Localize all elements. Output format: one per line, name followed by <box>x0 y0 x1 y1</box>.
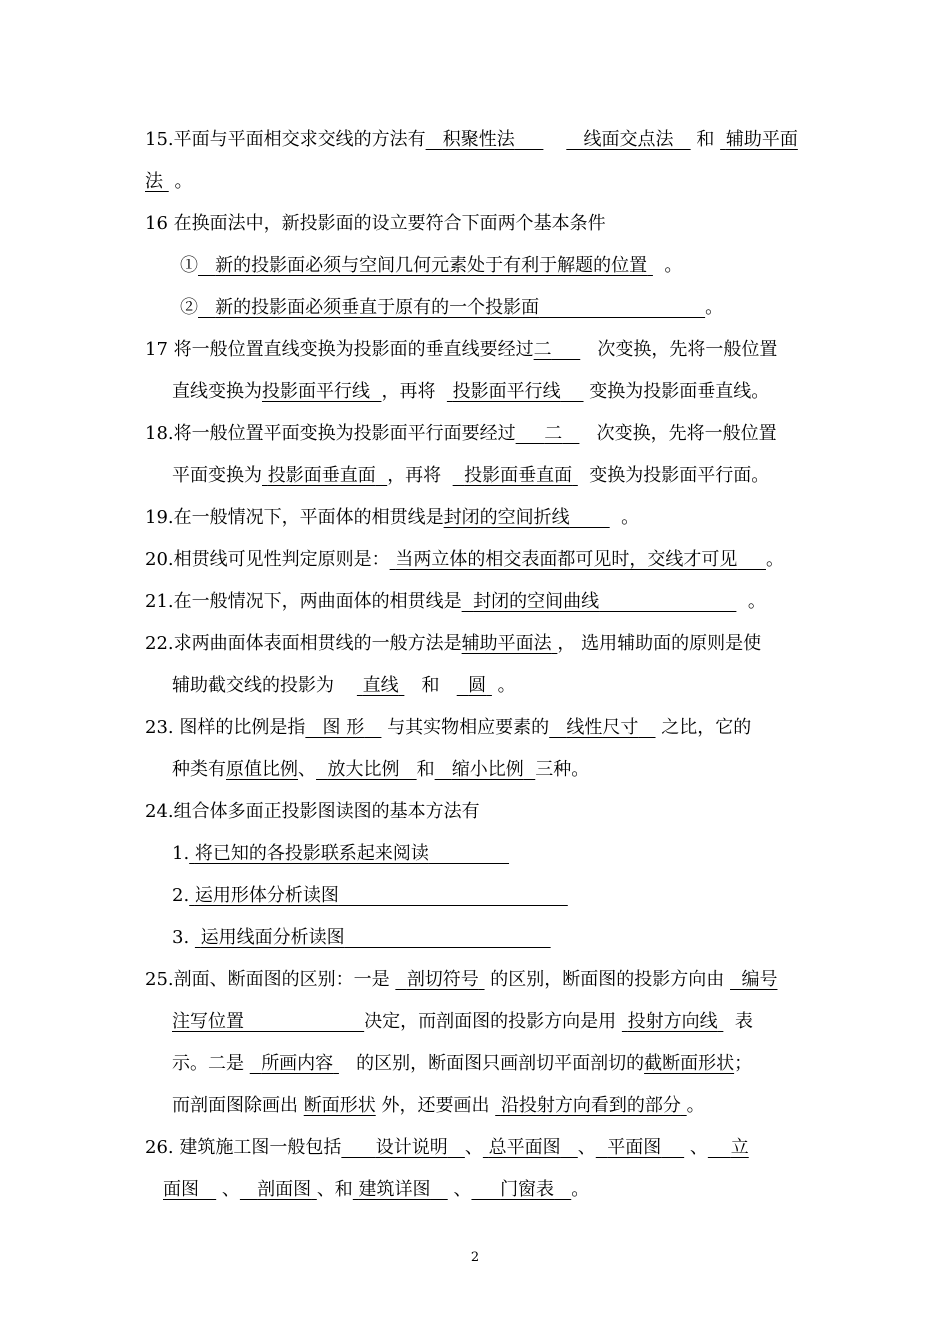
q22-line2: 辅助截交线的投影为 直线 和 圆 。 <box>172 675 516 696</box>
q26-line1: 26. 建筑施工图一般包括 设计说明 、 总平面图 、 平面图 、 立 <box>145 1137 749 1158</box>
q25-answer-6: 截断面形状 <box>644 1053 735 1074</box>
q24-answer-3: 运用线面分析读图 <box>200 927 345 948</box>
q25-line1: 25.剖面、断面图的区别：一是 剖切符号 的区别，断面图的投影方向由 编号 <box>145 969 778 990</box>
q15-answer-3: 辅助平面 <box>725 129 798 150</box>
q22-answer-3: 圆 <box>468 675 487 696</box>
q22-line1: 22.求两曲面体表面相贯线的一般方法是辅助平面法 ， 选用辅助面的原则是使 <box>145 633 762 654</box>
q20-line: 20.相贯线可见性判定原则是： 当两立体的相交表面都可见时，交线才可见 。 <box>145 549 784 570</box>
q26-line2: 面图 、 剖面图 、和 建筑详图 、 门窗表 。 <box>163 1179 590 1200</box>
q16-item2: ② 新的投影面必须垂直于原有的一个投影面 。 <box>180 297 724 318</box>
q23-answer-1: 图 形 <box>322 717 365 738</box>
q25-answer-5: 所画内容 <box>261 1053 334 1074</box>
q18-answer-1: 二 <box>544 423 563 444</box>
q16-answer-2: 新的投影面必须垂直于原有的一个投影面 <box>215 297 540 318</box>
q26-answer-4: 立 <box>730 1137 749 1158</box>
q24-answer-2: 运用形体分析读图 <box>194 885 339 906</box>
q20-answer: 当两立体的相交表面都可见时，交线才可见 <box>395 549 738 570</box>
q25-line3: 示。二是 所画内容 的区别，断面图只画剖切平面剖切的截断面形状； <box>172 1053 753 1074</box>
q25-answer-7: 断面形状 <box>303 1095 376 1116</box>
q15-line2: 法 。 <box>145 171 193 192</box>
q25-answer-1: 剖切符号 <box>406 969 479 990</box>
q26-answer-7: 建筑详图 <box>358 1179 431 1200</box>
q18-line1: 18.将一般位置平面变换为投影面平行面要经过 二 次变换，先将一般位置 <box>145 423 777 444</box>
q17-line2: 直线变换为投影面平行线 ，再将 投影面平行线 变换为投影面垂直线。 <box>172 381 770 402</box>
q24-item3: 3. 运用线面分析读图 <box>172 927 345 948</box>
q19-line: 19.在一般情况下，平面体的相贯线是封闭的空间折线 。 <box>145 507 640 528</box>
q16-item1: ① 新的投影面必须与空间几何元素处于有利于解题的位置 。 <box>180 255 683 276</box>
q18-answer-2: 投影面垂直面 <box>267 465 376 486</box>
page-number: 2 <box>470 1250 480 1265</box>
q23-answer-2: 线性尺寸 <box>566 717 639 738</box>
q24-item1: 1. 将已知的各投影联系起来阅读 <box>172 843 429 864</box>
q16-answer-1: 新的投影面必须与空间几何元素处于有利于解题的位置 <box>215 255 648 276</box>
q25-answer-3: 注写位置 <box>172 1011 244 1032</box>
q25-line4: 而剖面图除画出 断面形状 外，还要画出 沿投射方向看到的部分 。 <box>172 1095 705 1116</box>
q15-answer-1: 积聚性法 <box>442 129 515 150</box>
q25-answer-8: 沿投射方向看到的部分 <box>500 1095 681 1116</box>
q26-answer-5: 面图 <box>163 1179 199 1200</box>
q18-line2: 平面变换为 投影面垂直面 ，再将 投影面垂直面 变换为投影面平行面。 <box>172 465 770 486</box>
q22-answer-2: 直线 <box>362 675 399 696</box>
q26-answer-6: 剖面图 <box>257 1179 312 1200</box>
q26-answer-1: 设计说明 <box>375 1137 448 1158</box>
q22-answer-1: 辅助平面法 <box>461 633 552 654</box>
q15-answer-2: 线面交点法 <box>583 129 674 150</box>
q17-line1: 17 将一般位置直线变换为投影面的垂直线要经过二 次变换，先将一般位置 <box>145 339 778 360</box>
q17-answer-3: 投影面平行线 <box>452 381 561 402</box>
q18-answer-3: 投影面垂直面 <box>464 465 573 486</box>
q19-answer: 封闭的空间折线 <box>443 507 570 528</box>
q23-answer-5: 缩小比例 <box>451 759 524 780</box>
q26-answer-8: 门窗表 <box>500 1179 555 1200</box>
q21-line: 21.在一般情况下，两曲面体的相贯线是 封闭的空间曲线 。 <box>145 591 766 612</box>
q21-answer: 封闭的空间曲线 <box>473 591 600 612</box>
q26-answer-3: 平面图 <box>607 1137 662 1158</box>
q17-answer-2: 投影面平行线 <box>262 381 370 402</box>
q23-answer-3: 原值比例 <box>226 759 298 780</box>
q24-item2: 2. 运用形体分析读图 <box>172 885 339 906</box>
q15-line1: 15.平面与平面相交求交线的方法有 积聚性法 线面交点法 和 辅助平面 <box>145 129 798 150</box>
q23-answer-4: 放大比例 <box>327 759 400 780</box>
q24-line1: 24.组合体多面正投影图读图的基本方法有 <box>145 801 480 822</box>
q25-answer-4: 投射方向线 <box>627 1011 718 1032</box>
q26-answer-2: 总平面图 <box>488 1137 561 1158</box>
q24-answer-1: 将已知的各投影联系起来阅读 <box>194 843 429 864</box>
q25-answer-2: 编号 <box>741 969 778 990</box>
q25-line2: 注写位置 决定，而剖面图的投影方向是用 投射方向线 表 <box>172 1011 753 1032</box>
q23-line2: 种类有原值比例、 放大比例 和 缩小比例 三种。 <box>172 759 590 780</box>
q23-line1: 23. 图样的比例是指 图 形 与其实物相应要素的 线性尺寸 之比，它的 <box>145 717 752 738</box>
q17-answer-1: 二 <box>533 339 552 360</box>
q16-line1: 16 在换面法中，新投影面的设立要符合下面两个基本条件 <box>145 213 606 234</box>
